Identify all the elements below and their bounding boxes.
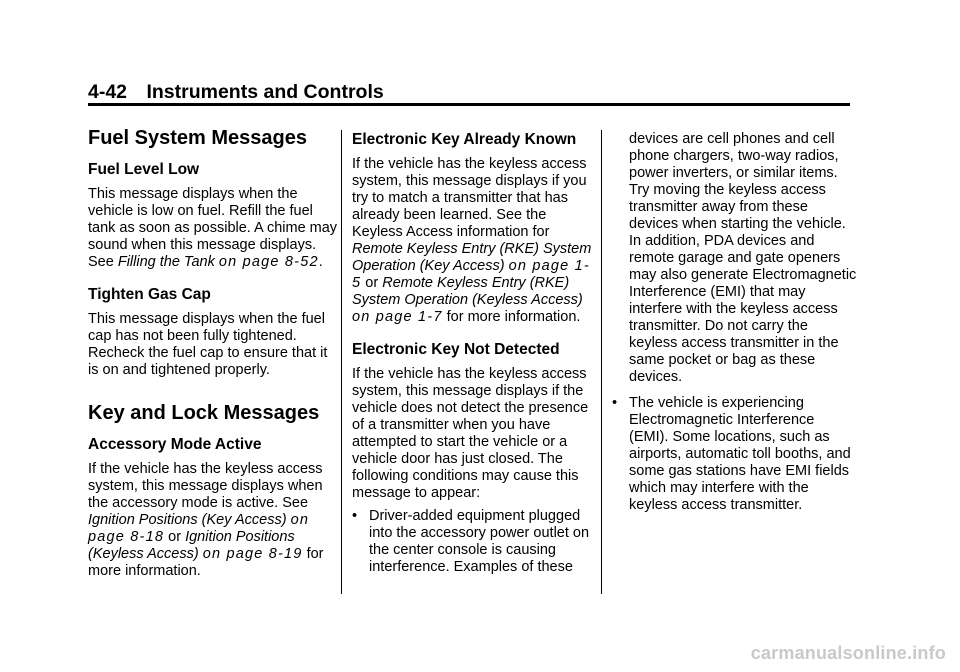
page-ref-1-7[interactable]: on page 1-7 <box>352 309 443 325</box>
link-filling-the-tank[interactable]: Filling the Tank <box>117 254 215 270</box>
text-or: or <box>164 529 186 545</box>
column-divider-1 <box>341 130 342 594</box>
heading-fuel-system-messages: Fuel System Messages <box>88 127 307 149</box>
subheading-fuel-level-low: Fuel Level Low <box>88 161 200 178</box>
paragraph-accessory-mode-active <box>88 461 338 580</box>
heading-key-and-lock-messages: Key and Lock Messages <box>88 402 320 424</box>
page-ref-8-52[interactable]: on page 8-52 <box>218 254 319 270</box>
bullet-continuation: devices are cell phones and cell phone chargers, two-way radios, power inverters, or similar items. Try moving the keyless access transmitter away from these devices when starting the vehicle. In addition, PDA devices and remote garage and gate openers may also generate Electromagnetic Interference (EMI) that may interfere with the keyless access transmitter. Do not carry the keyless access transmitter in the same pocket or bag as these devices. <box>629 131 857 385</box>
text: If the vehicle has the keyless access system, this message displays if you try to match a transmitter that has already been learned. See the Keyless Access information for <box>352 156 587 240</box>
list-item: • The vehicle is experiencing Electromagnetic Interference (EMI). Some locations, such as airports, automatic toll booths, and some gas stations have EMI fields which may interfere with the keyless access transmitter. <box>612 395 857 514</box>
watermark: carmanualsonline.info <box>750 643 946 663</box>
column-divider-2 <box>601 130 602 594</box>
paragraph-electronic-key-not-detected: If the vehicle has the keyless access system, this message displays if the vehicle does not detect the presence of a transmitter when you have attempted to start the vehicle or a vehicle door has just closed. The following conditions may cause this message to appear: <box>352 366 589 501</box>
text-end: for more information. <box>442 309 581 325</box>
page-ref-8-18[interactable]: on page 8-18 <box>88 512 310 545</box>
page-header <box>88 80 850 104</box>
column-2 <box>352 130 592 585</box>
subheading-electronic-key-not-detected: Electronic Key Not Detected <box>352 341 560 358</box>
conditions-list-continued <box>612 395 857 514</box>
paragraph-tighten-gas-cap: This message displays when the fuel cap has not been fully tightened. Recheck the fuel cap to ensure that it is on and tightened properly. <box>88 311 328 378</box>
subheading-accessory-mode-active: Accessory Mode Active <box>88 436 262 453</box>
text-end: . <box>318 254 323 270</box>
page-ref-8-19[interactable]: on page 8-19 <box>202 546 303 562</box>
page-ref-1-5[interactable]: on page 1-5 <box>352 258 590 291</box>
link-ignition-positions-key-access[interactable]: Ignition Positions (Key Access) <box>88 512 287 528</box>
paragraph-electronic-key-already-known <box>352 156 592 326</box>
text-end: for more information. <box>88 546 324 579</box>
link-rke-keyless-access[interactable]: Remote Keyless Entry (RKE) System Operation (Keyless Access) <box>352 275 583 308</box>
header-rule <box>88 103 850 106</box>
text-or: or <box>361 275 383 291</box>
section-title: Instruments and Controls <box>146 81 384 103</box>
column-1 <box>88 126 338 580</box>
page-number: 4-42 <box>88 81 128 103</box>
conditions-list <box>352 508 592 576</box>
column-3 <box>612 131 857 523</box>
text: If the vehicle has the keyless access system, this message displays when the accessory mode is active. See <box>88 461 323 511</box>
list-item: • Driver-added equipment plugged into the accessory power outlet on the center console is causing interference. Examples of these <box>352 508 592 576</box>
subheading-electronic-key-already-known: Electronic Key Already Known <box>352 131 577 148</box>
link-ignition-positions-keyless-access[interactable]: Ignition Positions (Keyless Access) <box>88 529 295 562</box>
link-rke-key-access[interactable]: Remote Keyless Entry (RKE) System Operation (Key Access) <box>352 241 592 274</box>
text: This message displays when the vehicle is low on fuel. Refill the fuel tank as soon as possible. A chime may sound when this message displays. See <box>88 186 338 270</box>
paragraph-fuel-level-low <box>88 186 338 271</box>
subheading-tighten-gas-cap: Tighten Gas Cap <box>88 286 211 303</box>
